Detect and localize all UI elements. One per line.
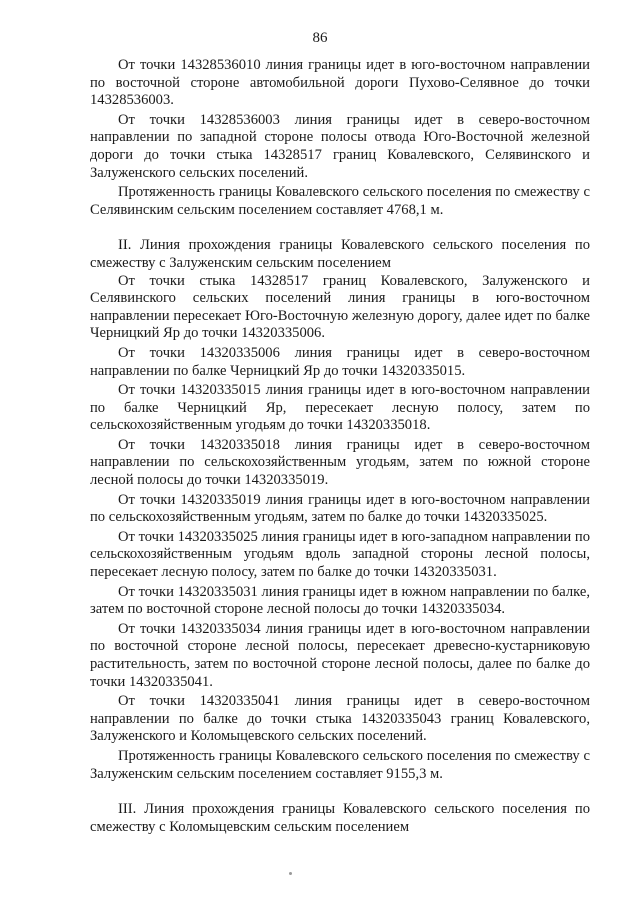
scan-speck [289,872,292,875]
paragraph: От точки 14328536010 линия границы идет в юго-восточном направлении по восточной стороне автомобильной дороги Пухово-Селявное до точки 14328536003. [90,57,590,109]
paragraph: От точки 14320335018 линия границы идет в северо-восточном направлении по сельскохозяйственным угодьям, затем по южной стороне лесной полосы до точки 14320335019. [90,436,590,489]
paragraph: От точки стыка 14328517 границ Ковалевского, Залуженского и Селявинского сельских поселений линия границы в юго-восточном направлении пересекает Юго-Восточную железную дорогу, далее идет по балке Черницкий Яр до точки 14320335006. [90,272,590,342]
paragraph: От точки 14328536003 линия границы идет в северо-восточном направлении по западной стороне полосы отвода Юго-Восточной железной дороги до точки стыка 14328517 границ Ковалевского, Селявинского и Залуженского сельских поселений. [90,111,590,181]
paragraph: Протяженность границы Ковалевского сельского поселения по смежеству с Селявинским сельским поселением составляет 4768,1 м. [90,184,590,218]
paragraph: От точки 14320335034 линия границы идет в юго-восточном направлении по восточной стороне лесной полосы, пересекает древесно-кустарниковую растительность, затем по восточной стороне лесной полосы, далее по балке до точки 14320335041. [90,620,590,690]
paragraph: От точки 14320335006 линия границы идет в северо-восточном направлении по балке Черницкий Яр до точки 14320335015. [90,344,590,379]
paragraph: От точки 14320335015 линия границы идет в юго-восточном направлении по балке Черницкий Яр, пересекает лесную полосу, затем по сельскохозяйственным угодьям до точки 14320335018. [90,382,590,434]
paragraph: Протяженность границы Ковалевского сельского поселения по смежеству с Залуженским сельским поселением составляет 9155,3 м. [90,747,590,782]
document-body [90,57,590,836]
section-heading-3: III. Линия прохождения границы Ковалевского сельского поселения по смежеству с Коломыцевским сельским поселением [90,801,590,835]
paragraph: От точки 14320335019 линия границы идет в юго-восточном направлении по сельскохозяйственным угодьям, затем по балке до точки 14320335025. [90,491,590,526]
paragraph: От точки 14320335025 линия границы идет в юго-западном направлении по сельскохозяйственным угодьям вдоль западной стороны лесной полосы, пересекает лесную полосу, затем по балке до точки 14320335031. [90,528,590,581]
page-number: 86 [312,30,328,46]
paragraph: От точки 14320335031 линия границы идет в южном направлении по балке, затем по восточной стороне лесной полосы до точки 14320335034. [90,583,590,618]
paragraph: От точки 14320335041 линия границы идет в северо-восточном направлении по балке до точки стыка 14320335043 границ Ковалевского, Залуженского и Коломыцевского сельских поселений. [90,693,590,745]
section-heading-2: II. Линия прохождения границы Ковалевского сельского поселения по смежеству с Залуженским сельским поселением [90,237,590,271]
